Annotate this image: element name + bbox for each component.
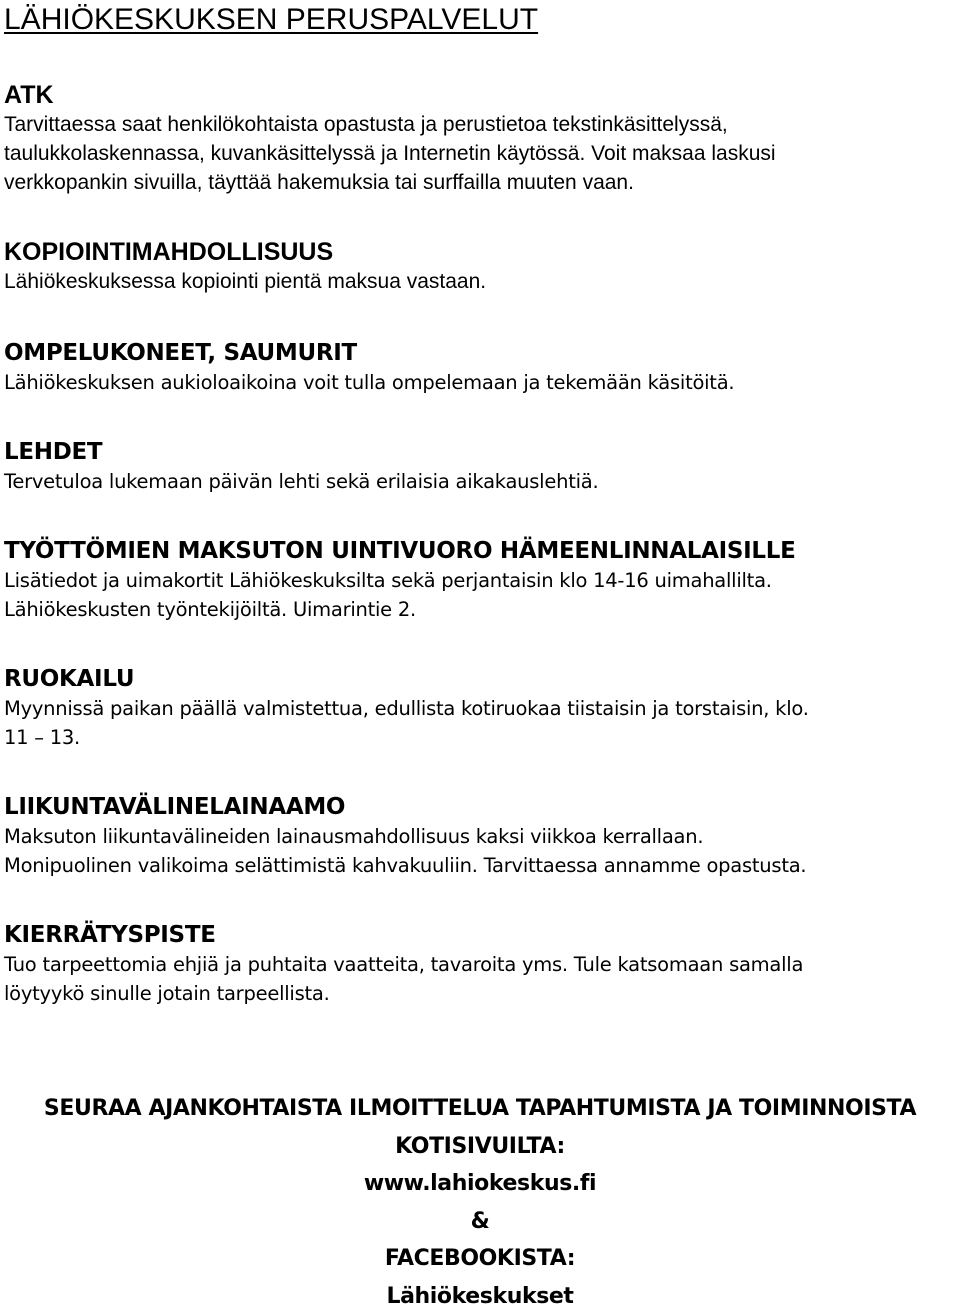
section-text: [4, 467, 956, 496]
section-heading: LEHDET: [4, 437, 956, 467]
website-link[interactable]: www.lahiokeskus.fi: [0, 1165, 960, 1203]
section-text: [4, 267, 956, 296]
footer-notice: [0, 1090, 960, 1315]
section-uintivuoro: [4, 536, 956, 624]
footer-line: SEURAA AJANKOHTAISTA ILMOITTELUA TAPAHTUMISTA JA TOIMINNOISTA: [0, 1090, 960, 1128]
text-line: Lisätiedot ja uimakortit Lähiökeskuksilta sekä perjantaisin klo 14-16 uimahallilta.: [4, 566, 956, 595]
section-kierratyspiste: [4, 920, 956, 1008]
section-atk: [4, 80, 956, 197]
section-ruokailu: [4, 664, 956, 752]
text-line: Lähiökeskuksen aukioloaikoina voit tulla ompelemaan ja tekemään käsitöitä.: [4, 368, 956, 397]
section-text: [4, 694, 956, 752]
section-heading: TYÖTTÖMIEN MAKSUTON UINTIVUORO HÄMEENLINNALAISILLE: [4, 536, 956, 566]
text-line: Lähiökeskuksessa kopiointi pientä maksua vastaan.: [4, 267, 956, 296]
section-heading: ATK: [4, 80, 956, 110]
text-line: Tervetuloa lukemaan päivän lehti sekä erilaisia aikakauslehtiä.: [4, 467, 956, 496]
section-text: [4, 950, 956, 1008]
section-text: [4, 822, 956, 880]
text-line: taulukkolaskennassa, kuvankäsittelyssä ja Internetin käytössä. Voit maksaa laskusi: [4, 139, 956, 168]
footer-line: &: [0, 1203, 960, 1241]
section-text: [4, 566, 956, 624]
section-heading: RUOKAILU: [4, 664, 956, 694]
section-ompelukoneet: [4, 338, 956, 397]
footer-line: KOTISIVUILTA:: [0, 1128, 960, 1166]
text-line: Maksuton liikuntavälineiden lainausmahdollisuus kaksi viikkoa kerrallaan.: [4, 822, 956, 851]
facebook-page-name: Lähiökeskukset: [0, 1278, 960, 1315]
footer-line: FACEBOOKISTA:: [0, 1240, 960, 1278]
section-heading: OMPELUKONEET, SAUMURIT: [4, 338, 956, 368]
section-heading: LIIKUNTAVÄLINELAINAAMO: [4, 792, 956, 822]
section-text: [4, 368, 956, 397]
section-heading: KOPIOINTIMAHDOLLISUUS: [4, 237, 956, 267]
text-line: Tarvittaessa saat henkilökohtaista opastusta ja perustietoa tekstinkäsittelyssä,: [4, 110, 956, 139]
text-line: löytyykö sinulle jotain tarpeellista.: [4, 979, 956, 1008]
section-lehdet: [4, 437, 956, 496]
section-liikuntavalinelainaamo: [4, 792, 956, 880]
text-line: Monipuolinen valikoima selättimistä kahvakuuliin. Tarvittaessa annamme opastusta.: [4, 851, 956, 880]
text-line: 11 – 13.: [4, 723, 956, 752]
page-title: LÄHIÖKESKUKSEN PERUSPALVELUT: [4, 2, 538, 38]
section-heading: KIERRÄTYSPISTE: [4, 920, 956, 950]
section-kopiointi: [4, 237, 956, 296]
text-line: Lähiökeskusten työntekijöiltä. Uimarintie 2.: [4, 595, 956, 624]
text-line: Tuo tarpeettomia ehjiä ja puhtaita vaatteita, tavaroita yms. Tule katsomaan samalla: [4, 950, 956, 979]
section-text: [4, 110, 956, 197]
text-line: verkkopankin sivuilla, täyttää hakemuksia tai surffailla muuten vaan.: [4, 168, 956, 197]
text-line: Myynnissä paikan päällä valmistettua, edullista kotiruokaa tiistaisin ja torstaisin, klo.: [4, 694, 956, 723]
